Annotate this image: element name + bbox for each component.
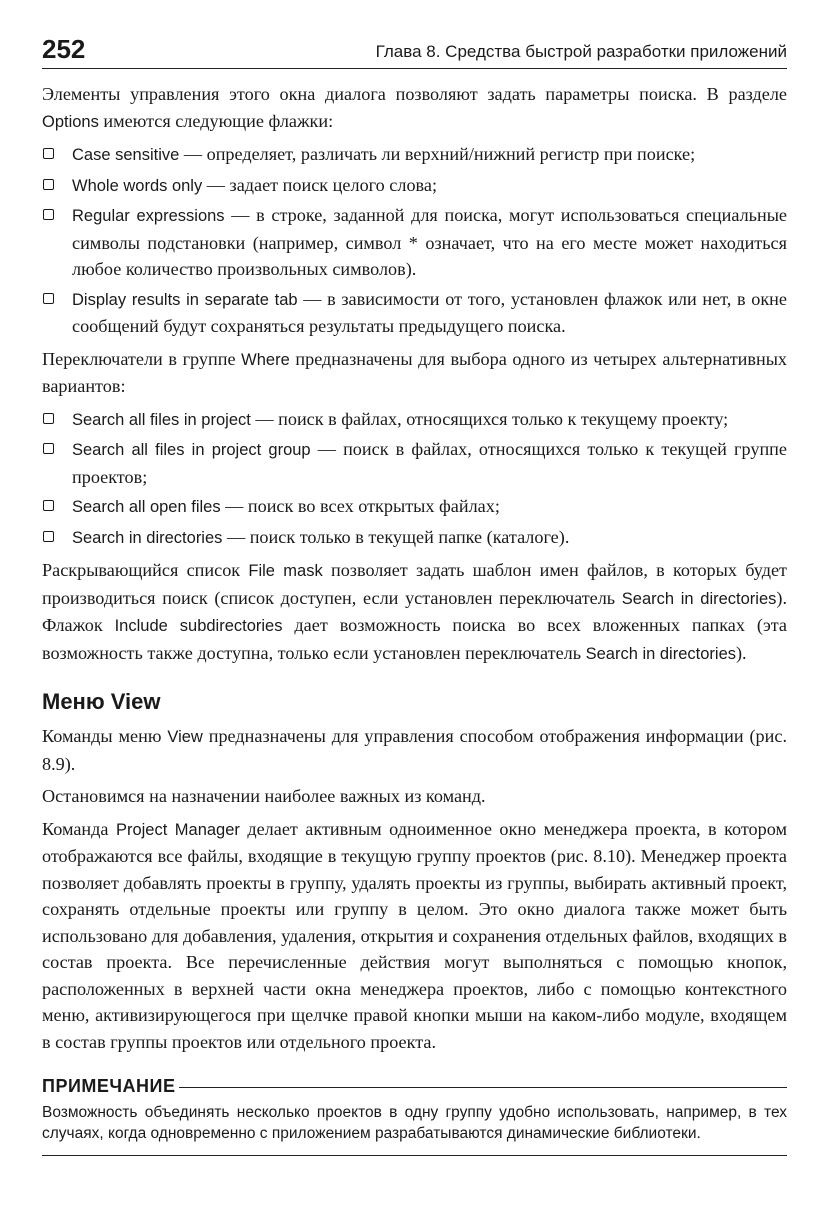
book-page — [42, 30, 787, 1156]
file-mask-paragraph — [42, 557, 787, 667]
term-search-open-files: Search all open files — [72, 498, 221, 516]
term-search-directories: Search in directories — [72, 528, 223, 547]
list-item — [42, 202, 787, 283]
checkbox-bullet-icon — [43, 443, 54, 454]
text-run: Команда — [42, 818, 116, 839]
options-list — [42, 141, 787, 340]
note-divider — [179, 1087, 787, 1088]
note-block — [42, 1073, 787, 1156]
list-item — [42, 524, 787, 552]
checkbox-bullet-icon — [43, 148, 54, 159]
intro-options-lead: В разделе — [706, 84, 787, 104]
term-regular-expressions: Regular expressions — [72, 207, 225, 225]
term-whole-words-only: Whole words only — [72, 176, 203, 195]
list-item — [42, 286, 787, 340]
text-run: Команды меню — [42, 726, 168, 746]
term-search-in-directories: Search in directories — [585, 644, 736, 663]
note-heading-row — [42, 1073, 787, 1100]
term-case-sensitive: Case sensitive — [72, 146, 180, 164]
running-header — [42, 30, 787, 69]
list-item-text: — поиск только в текущей папке (каталоге). — [222, 526, 570, 547]
list-item — [42, 141, 787, 169]
text-run: позволяет задать шаблон имен файлов, в которых будет производиться поиск (список доступен, если установлен переключатель — [42, 560, 787, 608]
intro-text: Элементы управления этого окна диалога позволяют задать параметры поиска. — [42, 84, 697, 104]
important-commands-paragraph: Остановимся на назначении наиболее важных из команд. — [42, 786, 486, 806]
list-item-text: — в зависимости от того, установлен флажок или нет, в окне сообщений будут сохраняться результаты предыдущего поиска. — [72, 288, 787, 336]
list-item — [42, 436, 787, 490]
note-text: Возможность объединять несколько проектов в одну группу удобно использовать, например, в тех случаях, когда одновременно с приложением разрабатываются динамические библиотеки. — [42, 1103, 787, 1142]
page-number: 252 — [42, 34, 86, 64]
note-bottom-divider — [42, 1155, 787, 1156]
term-project-manager: Project Manager — [115, 820, 240, 839]
list-item-text: — в строке, заданной для поиска, могут использоваться специальные символы подстановки (например, символ * означает, что на его месте может находиться любое количество произвольных символов). — [72, 205, 787, 279]
list-item — [42, 406, 787, 434]
term-options: Options — [42, 112, 99, 131]
where-paragraph — [42, 346, 787, 400]
checkbox-bullet-icon — [43, 413, 54, 424]
list-item-text: — поиск во всех открытых файлах; — [220, 496, 500, 516]
section-heading: Меню View — [42, 689, 161, 714]
text-run: делает активным одноименное окно менеджера проекта, в котором отображаются все файлы, входящие в текущую группу проектов (рис. 8.10). Менеджер проекта позволяет добавлять проекты в группу, удалять проекты из группы, выбирать активный проект, сохранять отдельные проекты или группу в целом. Это окно диалога также может быть использовано для добавления, удаления, открытия и сохранения отдельных файлов, входящих в состав проекта. Все перечисленные действия могут выполняться с помощью кнопок, расположенных в верхней части окна менеджера проектов, либо с помощью контекстного меню, активизирующегося при щелчке правой кнопки мыши на каком-либо модуле, входящем в состав группы проектов или отдельного проекта. — [42, 818, 788, 1052]
term-include-subdirectories: Include subdirectories — [114, 617, 283, 635]
checkbox-bullet-icon — [43, 293, 54, 304]
view-menu-paragraph — [42, 723, 787, 777]
text-run: Раскрывающийся список — [42, 560, 249, 580]
intro-options-tail: имеются следующие флажки: — [98, 110, 334, 131]
checkbox-bullet-icon — [43, 209, 54, 220]
text-run: ). Флажок — [42, 587, 787, 635]
checkbox-bullet-icon — [43, 531, 54, 542]
list-item-text: — поиск в файлах, относящихся только к текущему проекту; — [250, 408, 729, 429]
list-item-text: — поиск в файлах, относящихся только к текущей группе проектов; — [72, 439, 787, 487]
checkbox-bullet-icon — [43, 179, 54, 190]
chapter-title: Глава 8. Средства быстрой разработки приложений — [375, 42, 787, 61]
list-item — [42, 493, 787, 521]
intro-paragraph — [42, 81, 787, 135]
text-run: дает возможность поиска во всех вложенных папках (эта возможность также доступна, только если установлен переключатель — [42, 615, 787, 663]
term-search-in-directories: Search in directories — [621, 589, 777, 608]
body-text — [42, 81, 787, 1156]
text-run: предназначены для управления способом отображения информации (рис. 8.9). — [42, 726, 787, 774]
term-file-mask: File mask — [248, 562, 323, 580]
where-lead: Переключатели в группе — [42, 348, 242, 369]
list-item — [42, 172, 787, 200]
note-heading: ПРИМЕЧАНИЕ — [42, 1076, 176, 1096]
where-tail: предназначены для выбора одного из четырех альтернативных вариантов: — [42, 348, 788, 396]
term-search-project: Search all files in project — [72, 410, 251, 429]
term-search-project-group: Search all files in project group — [72, 441, 311, 459]
term-where: Where — [241, 350, 290, 369]
term-view: View — [167, 728, 203, 746]
project-manager-paragraph — [42, 816, 787, 1056]
text-run: ). — [736, 642, 747, 663]
checkbox-bullet-icon — [43, 500, 54, 511]
where-list — [42, 406, 787, 552]
term-display-results: Display results in separate tab — [72, 290, 298, 309]
list-item-text: — определяет, различать ли верхний/нижний регистр при поиске; — [179, 144, 696, 164]
list-item-text: — задает поиск целого слова; — [202, 174, 438, 195]
